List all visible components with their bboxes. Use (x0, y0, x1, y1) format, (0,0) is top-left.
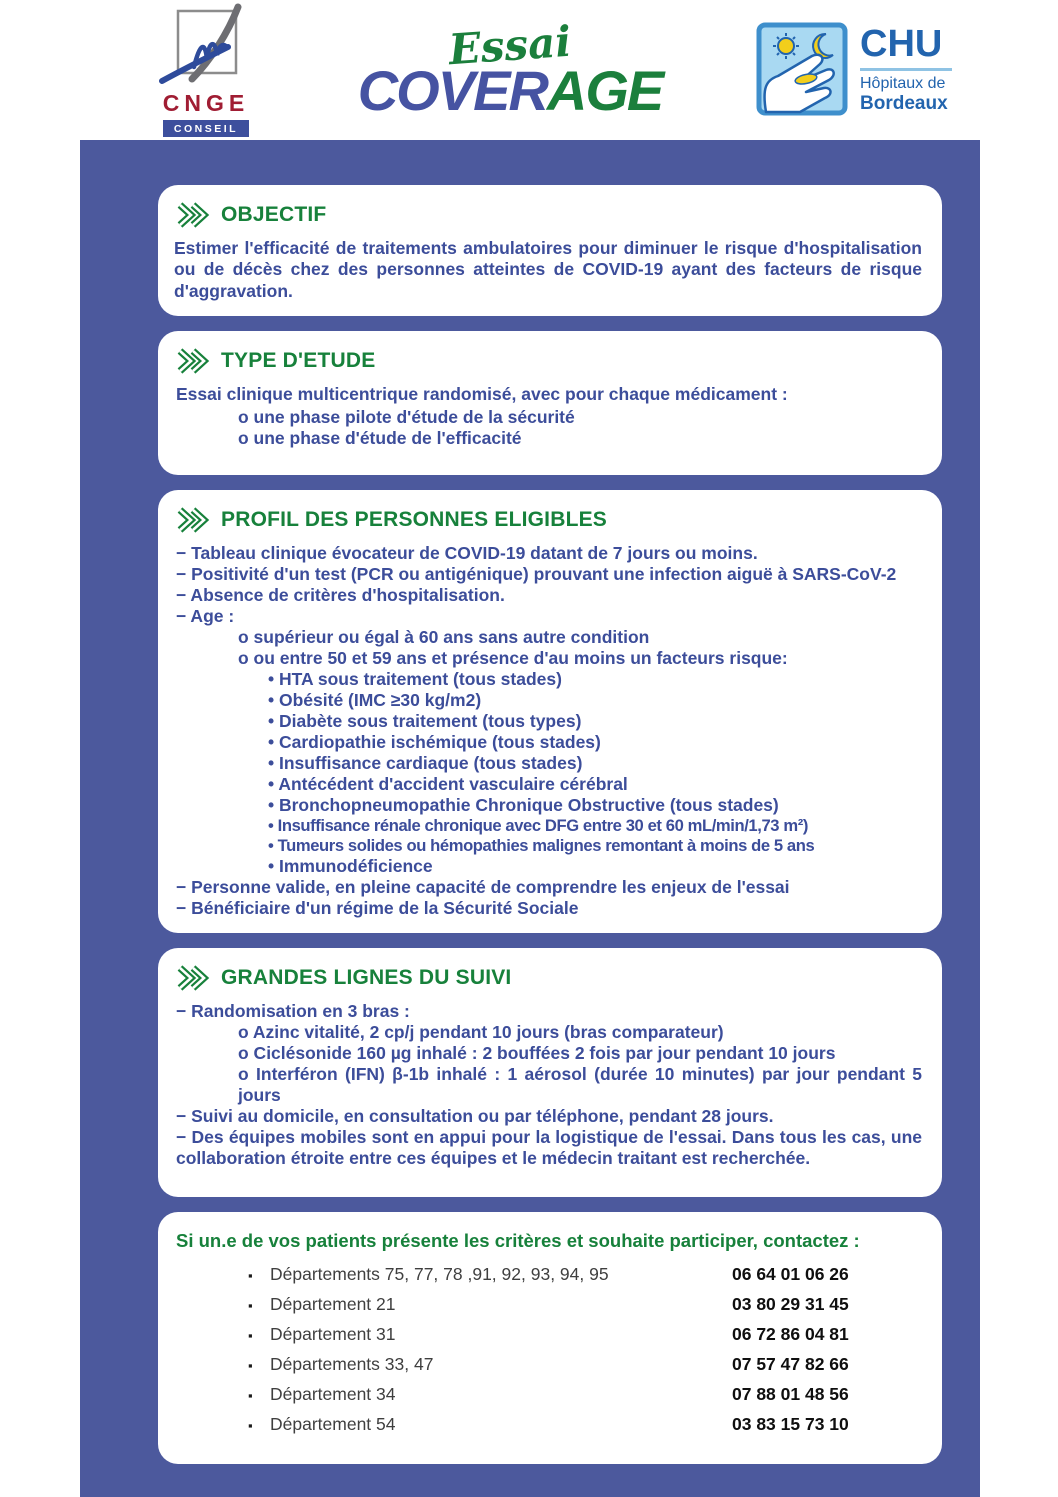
chu-name: CHU (860, 23, 943, 66)
risk-factor-item: • Insuffisance rénale chronique avec DFG entre 30 et 60 mL/min/1,73 m²) (268, 816, 808, 836)
card-objectif (158, 185, 942, 316)
risk-factor-item: • Cardiopathie ischémique (tous stades) (268, 732, 601, 753)
page-header (0, 0, 1058, 140)
profil-header (176, 507, 922, 533)
chu-logo-text (860, 25, 952, 114)
contact-row (174, 1384, 922, 1405)
double-chevron-icon (176, 348, 212, 374)
essai-script-title: Essai (447, 16, 573, 75)
eligibility-subline: o supérieur ou égal à 60 ans sans autre condition (238, 627, 650, 648)
coverage-title-blue: COVER (357, 59, 547, 122)
cnge-conseil-badge: CONSEIL (163, 120, 249, 137)
eligibility-line: − Bénéficiaire d'un régime de la Sécurité Sociale (176, 897, 579, 918)
contact-departments: Département 31 (270, 1323, 396, 1344)
card-profil (158, 490, 942, 933)
cnge-acronym: CNGE (162, 90, 250, 116)
risk-factor-item: • Insuffisance cardiaque (tous stades) (268, 753, 583, 774)
suivi-title: GRANDES LIGNES DU SUIVI (221, 965, 512, 989)
contact-row (174, 1264, 922, 1285)
suivi-line: − Randomisation en 3 bras : (176, 1000, 410, 1021)
suivi-line: − Des équipes mobiles sont en appui pour la logistique de l'essai. Dans tous les cas, une collaboration étroite entre ces équipes et le médecin traitant est recherchée. (176, 1126, 922, 1168)
suivi-arm: o Interféron (IFN) β-1b inhalé : 1 aérosol (durée 10 minutes) par jour pendant 5 jours (238, 1063, 922, 1105)
spacer (174, 1444, 922, 1450)
cnge-logo-icon (158, 3, 254, 87)
contact-departments: Départements 75, 77, 78 ,91, 92, 93, 94, 95 (270, 1263, 609, 1284)
square-bullet-icon: ▪ (248, 1267, 253, 1283)
contact-row (174, 1324, 922, 1345)
chu-logo (756, 22, 952, 118)
spacer (174, 449, 922, 461)
square-bullet-icon: ▪ (248, 1417, 253, 1433)
contact-phone: 07 88 01 48 56 (732, 1383, 849, 1404)
eligibility-subline: o ou entre 50 et 59 ans et présence d'au moins un facteurs risque: (238, 648, 788, 669)
type-etude-intro: Essai clinique multicentrique randomisé, avec pour chaque médicament : (176, 384, 788, 405)
risk-factor-item: • Bronchopneumopathie Chronique Obstructive (tous stades) (268, 795, 779, 816)
contact-phone: 06 72 86 04 81 (732, 1323, 849, 1344)
contact-phone: 03 83 15 73 10 (732, 1413, 849, 1434)
type-etude-title: TYPE D'ETUDE (221, 349, 376, 373)
objectif-body: Estimer l'efficacité de traitements ambulatoires pour diminuer le risque d'hospitalisation ou de décès chez des personnes atteintes de COVID-19 ayant des facteurs de risque d'aggravation. (174, 238, 922, 301)
content-panel (80, 140, 980, 1497)
risk-factor-item: • Obésité (IMC ≥30 kg/m2) (268, 690, 482, 711)
eligibility-line: − Age : (176, 606, 235, 627)
objectif-title: OBJECTIF (221, 203, 327, 226)
double-chevron-icon (176, 202, 212, 228)
contact-phone: 03 80 29 31 45 (732, 1293, 849, 1314)
double-chevron-icon (176, 965, 212, 991)
contact-departments: Département 54 (270, 1413, 396, 1434)
coverage-title-green: AGE (546, 59, 663, 122)
chu-subtitle-2: Bordeaux (860, 92, 948, 114)
contact-departments: Département 34 (270, 1383, 396, 1404)
card-contact (158, 1212, 942, 1464)
spacer (174, 1169, 922, 1183)
square-bullet-icon: ▪ (248, 1327, 253, 1343)
contact-row (174, 1354, 922, 1375)
trial-title (264, 16, 756, 122)
contact-departments: Départements 33, 47 (270, 1353, 434, 1374)
contact-phone: 07 57 47 82 66 (732, 1353, 849, 1374)
risk-factor-item: • Diabète sous traitement (tous types) (268, 711, 582, 732)
eligibility-line: − Positivité d'un test (PCR ou antigénique) prouvant une infection aiguë à SARS-CoV-2 (176, 564, 897, 585)
type-etude-header (176, 348, 922, 374)
objectif-header (176, 202, 922, 228)
square-bullet-icon: ▪ (248, 1357, 253, 1373)
chu-divider (860, 68, 952, 71)
chu-subtitle-1: Hôpitaux de (860, 75, 946, 93)
card-type-etude (158, 331, 942, 475)
type-etude-bullet: o une phase d'étude de l'efficacité (238, 428, 522, 449)
suivi-header (176, 965, 922, 991)
eligibility-line: − Absence de critères d'hospitalisation. (176, 585, 505, 606)
contact-phone: 06 64 01 06 26 (732, 1263, 849, 1284)
suivi-line: − Suivi au domicile, en consultation ou par téléphone, pendant 28 jours. (176, 1105, 774, 1126)
contact-row (174, 1414, 922, 1435)
risk-factor-item: • Immunodéficience (268, 855, 433, 876)
risk-factor-item: • HTA sous traitement (tous stades) (268, 669, 562, 690)
square-bullet-icon: ▪ (248, 1297, 253, 1313)
suivi-arm: o Ciclésonide 160 µg inhalé : 2 bouffées 2 fois par jour pendant 10 jours (238, 1042, 836, 1063)
risk-factor-item: • Antécédent d'accident vasculaire cérébral (268, 774, 628, 795)
cnge-logo (148, 3, 264, 137)
type-etude-bullet: o une phase pilote d'étude de la sécurité (238, 407, 575, 428)
double-chevron-icon (176, 507, 212, 533)
square-bullet-icon: ▪ (248, 1387, 253, 1403)
chu-logo-icon (756, 22, 848, 118)
risk-factor-item: • Tumeurs solides ou hémopathies malignes remontant à moins de 5 ans (268, 835, 815, 855)
contact-title: Si un.e de vos patients présente les critères et souhaite participer, contactez : (176, 1229, 860, 1251)
contact-row (174, 1294, 922, 1315)
contact-departments: Département 21 (270, 1293, 396, 1314)
suivi-arm: o Azinc vitalité, 2 cp/j pendant 10 jours (bras comparateur) (238, 1021, 724, 1042)
eligibility-line: − Personne valide, en pleine capacité de comprendre les enjeux de l'essai (176, 876, 790, 897)
card-suivi (158, 948, 942, 1197)
eligibility-line: − Tableau clinique évocateur de COVID-19 datant de 7 jours ou moins. (176, 543, 758, 564)
profil-title: PROFIL DES PERSONNES ELIGIBLES (221, 508, 608, 532)
